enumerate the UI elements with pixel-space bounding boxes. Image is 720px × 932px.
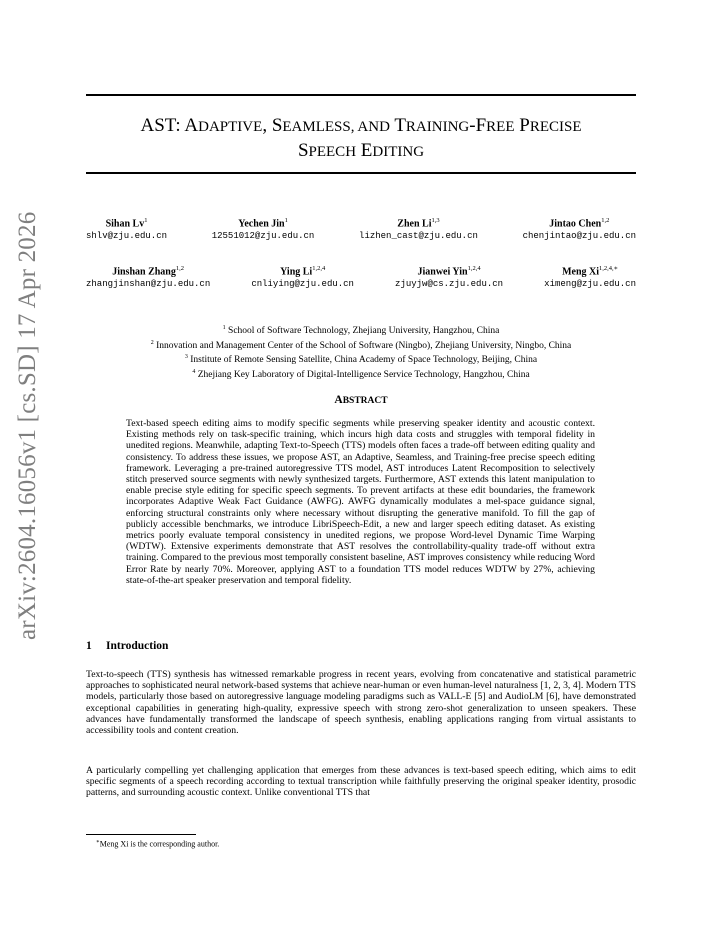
- body-paragraph: A particularly compelling yet challenging application that emerges from these advances is text-based speech editing, which aims to edit specific segments of a speech recording according to textual transcription while faithfully preserving the original speaker identity, prosodic patterns, and surrounding acoustic context. Unlike conventional TTS that: [86, 765, 636, 799]
- author-email: lizhen_cast@zju.edu.cn: [359, 231, 478, 242]
- author-row-2: [86, 263, 636, 290]
- affiliation: $^3$ Institute of Remote Sensing Satellite, China Academy of Space Technology, Beijing, China: [184, 354, 538, 366]
- affiliation: $^4$ Zhejiang Key Laboratory of Digital-Intelligence Service Technology, Hangzhou, China: [192, 368, 530, 381]
- author: Ying Li$^{1,2,4}$ cnliying@zju.edu.cn: [251, 265, 354, 290]
- author: Jintao Chen$^{1,2}$ chenjintao@zju.edu.cn: [522, 217, 636, 242]
- footnote-rule: [86, 834, 196, 835]
- author: Meng $Xi^{1,2,4,∗}$ ximeng@zju.edu.cn: [544, 265, 636, 290]
- affiliation: $^1$ School of Software Technology, Zhejiang University, Hangzhou, China: [222, 325, 500, 337]
- section-heading: 1 Introduction: [86, 640, 169, 652]
- body-paragraph: Text-to-speech (TTS) synthesis has witnessed remarkable progress in recent years, evolving from concatenative and statistical parametric approaches to sophisticated neural network-based systems that achieve near-human or even human-level naturalness [1, 2, 3, 4]. Modern TTS models, particularly those based on autoregressive language modeling paradigms such as VALL-E [5] and AudioLM [6], have demonstrated exceptional capabilities in generating high-quality, expressive speech with strong zero-shot generalization to unseen speakers. These advances have fundamentally transformed the landscape of speech synthesis, enabling applications ranging from virtual assistants to accessibility tools and content creation.: [86, 669, 636, 737]
- author-email: cnliying@zju.edu.cn: [251, 279, 354, 290]
- author-email: ximeng@zju.edu.cn: [544, 279, 636, 290]
- author: Jianwei Yin$^{1,2,4}$ zjuyjw@cs.zju.edu.cn: [395, 265, 504, 290]
- author: Zhen Li$^{1,3}$ lizhen_cast@zju.edu.cn: [359, 217, 478, 242]
- title-line-1: AST: ADAPTIVE, SEAMLESS, AND TRAINING-FREE PRECISE: [140, 115, 582, 136]
- author-email: shlv@zju.edu.cn: [86, 231, 168, 242]
- author: Yechen Jin$^1$ 12551012@zju.edu.cn: [211, 217, 315, 242]
- footnote: ∗Meng Xi is the corresponding author.: [96, 839, 220, 849]
- author-email: chenjintao@zju.edu.cn: [522, 231, 636, 242]
- affiliation: $^2$ Innovation and Management Center of the School of Software (Ningbo), Zhejiang University, Ningbo, China: [150, 339, 572, 351]
- author-email: 12551012@zju.edu.cn: [211, 231, 315, 242]
- author: Sihan Lv$^1$ shlv@zju.edu.cn: [86, 217, 168, 242]
- abstract-text: Text-based speech editing aims to modify specific segments while preserving speaker identity and acoustic context. Existing methods rely on task-specific training, which incurs high data costs and struggles with temporal fidelity in unedited regions. Meanwhile, adapting Text-to-Speech (TTS) models often faces a trade-off between editing quality and consistency. To address these issues, we propose AST, an Adaptive, Seamless, and Training-free precise speech editing framework. Leveraging a pre-trained autoregressive TTS model, AST introduces Latent Recomposition to selectively stitch preserved source segments with newly synthesized targets. Furthermore, AST extends this latent manipulation to enable precise style editing for specific speech segments. To prevent artifacts at these edit boundaries, the framework incorporates Adaptive Weak Fact Guidance (AWFG). AWFG dynamically modulates a mel-space guidance signal, enforcing structural constraints only where necessary without disrupting the generative manifold. To fill the gap of publicly accessible benchmarks, we introduce LibriSpeech-Edit, a new and larger speech editing dataset. As existing metrics poorly evaluate temporal consistency in unedited regions, we propose Word-level Dynamic Time Warping (WDTW). Extensive experiments demonstrate that AST resolves the controllability-quality trade-off without extra training. Compared to the previous most temporally consistent baseline, AST improves consistency while reducing Word Error Rate by nearly 70%. Moreover, applying AST to a foundation TTS model reduces WDTW by 27%, achieving state-of-the-art speaker preservation and temporal fidelity.: [126, 418, 595, 586]
- paper-title: [86, 114, 636, 164]
- author-row-1: [86, 215, 636, 242]
- title-bottom-rule: [86, 172, 636, 174]
- author: Jinshan Zhang$^{1,2}$ zhangjinshan@zju.edu.cn: [86, 265, 211, 290]
- abstract-heading: ABSTRACT: [334, 394, 388, 406]
- author-email: zhangjinshan@zju.edu.cn: [86, 279, 211, 290]
- title-line-2: SPEECH EDITING: [297, 140, 425, 161]
- arxiv-stamp: arXiv:2604.16056v1 [cs.SD] 17 Apr 2026: [14, 211, 41, 640]
- author-email: zjuyjw@cs.zju.edu.cn: [395, 279, 504, 290]
- affiliations: [86, 323, 636, 382]
- title-top-rule: [86, 94, 636, 96]
